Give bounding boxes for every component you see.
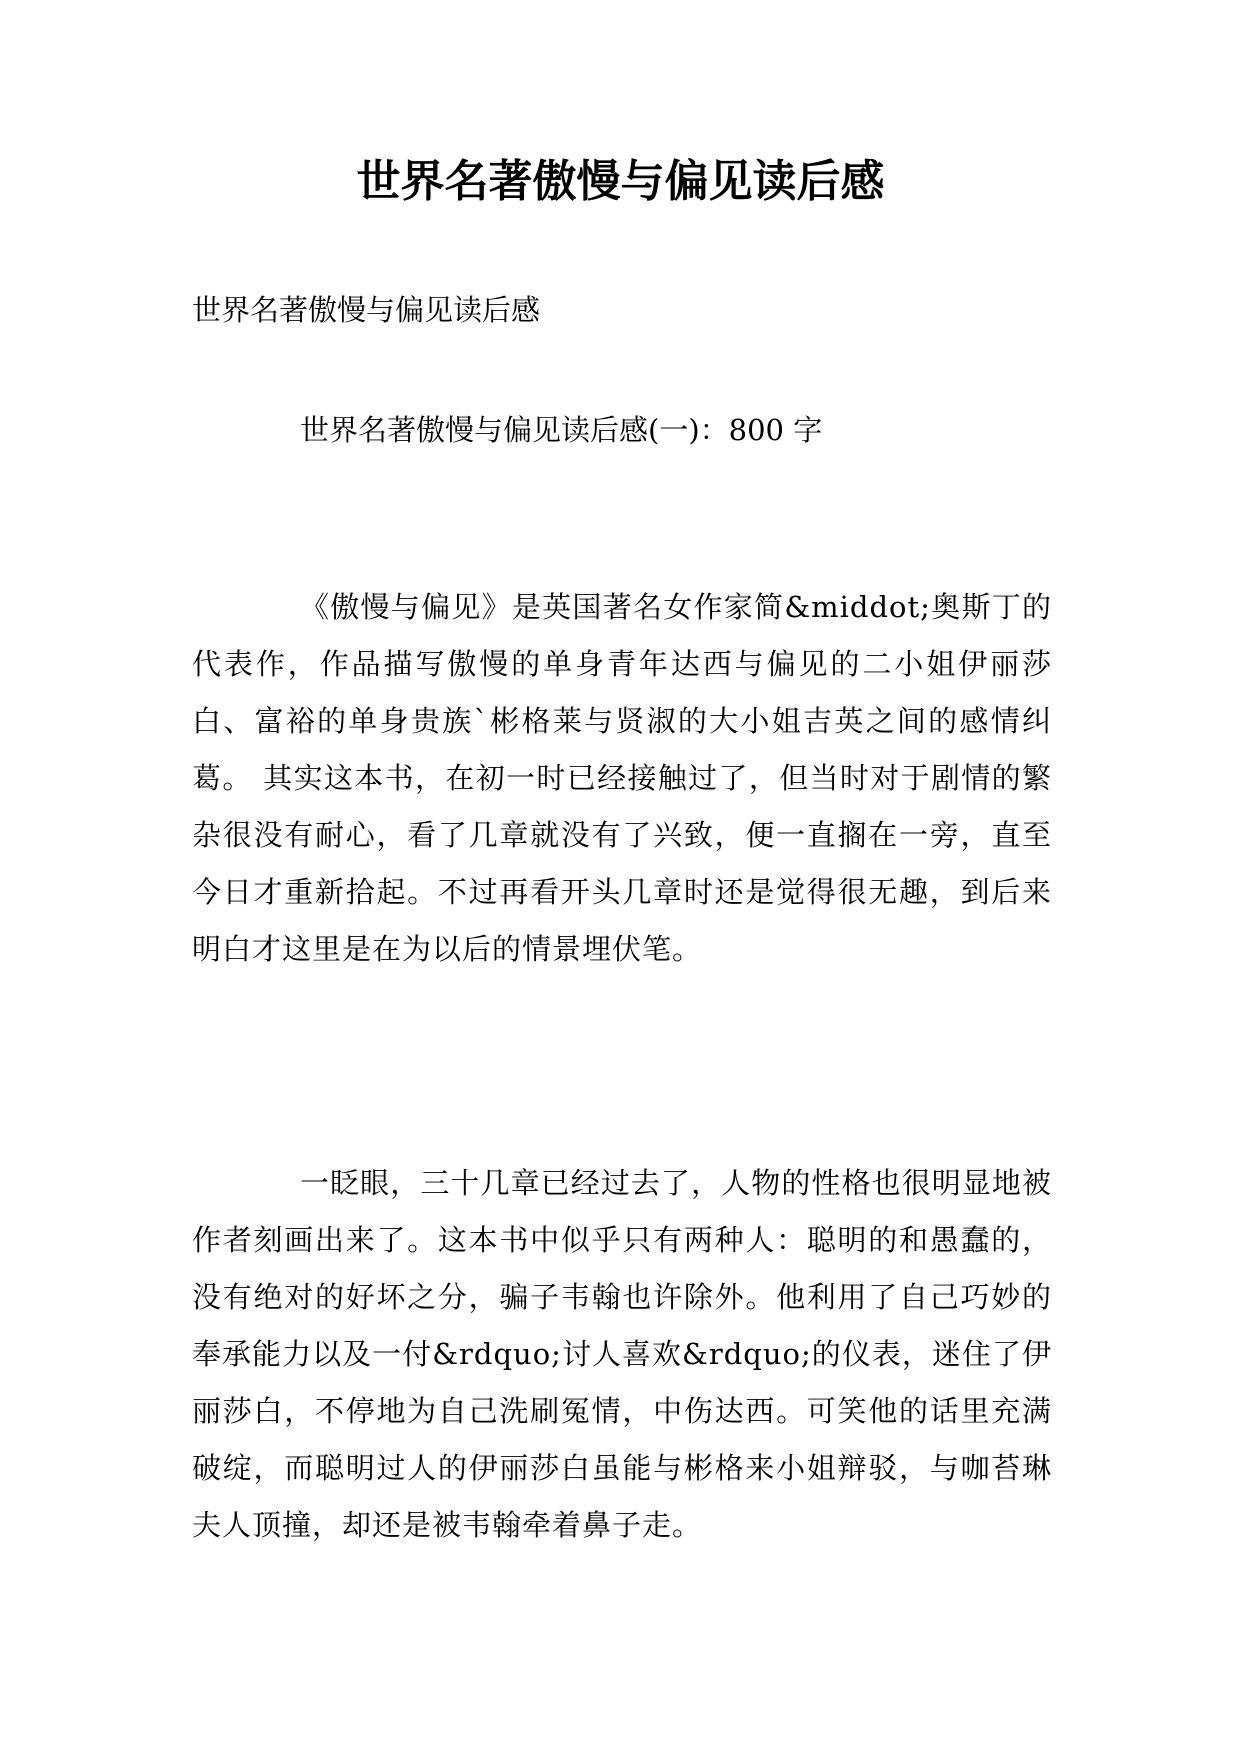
body-paragraph: 《傲慢与偏见》是英国著名女作家简&middot;奥斯丁的代表作，作品描写傲慢的单身青年达西与偏见的二小姐伊丽莎白、富裕的单身贵族`彬格莱与贤淑的大小姐吉英之间的感情纠葛。 其实这本书，在初一时已经接触过了，但当时对于剧情的繁杂很没有耐心，看了几章就没有了兴致，便一直搁在一旁，直至今日才重新拾起。不过再看开头几章时还是觉得很无趣，到后来明白才这里是在为以后的情景埋伏笔。	[192, 590, 1052, 966]
body-paragraph: 一眨眼，三十几章已经过去了，人物的性格也很明显地被作者刻画出来了。这本书中似乎只有两种人：聪明的和愚蠢的，没有绝对的好坏之分，骗子韦翰也许除外。他利用了自己巧妙的奉承能力以及一付&rdquo;讨人喜欢&rdquo;的仪表，迷住了伊丽莎白，不停地为自己洗刷冤情，中伤达西。可笑他的话里充满破绽，而聪明过人的伊丽莎白虽能与彬格来小姐辩驳，与咖苔琳夫人顶撞，却还是被韦翰牵着鼻子走。	[192, 1166, 1052, 1542]
section-heading: 世界名著傲慢与偏见读后感(一)：800 字	[300, 413, 823, 447]
document-subtitle: 世界名著傲慢与偏见读后感	[192, 293, 541, 327]
document-title: 世界名著傲慢与偏见读后感	[356, 156, 885, 207]
